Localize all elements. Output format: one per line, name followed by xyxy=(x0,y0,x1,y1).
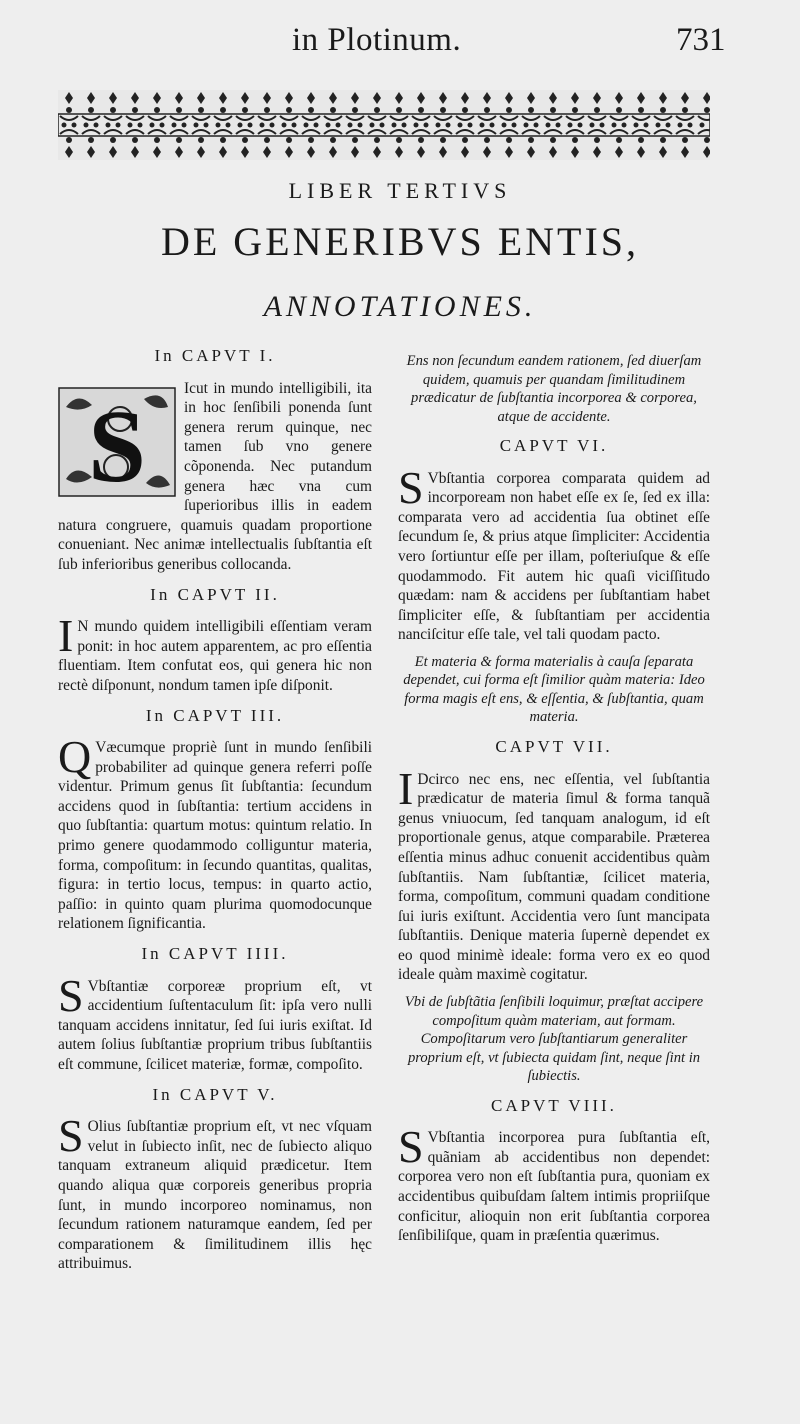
chapter-4-text: Vbſtantiæ corporeæ proprium eſt, vt accidentium ſuſtentaculum ſit: ipſa vero nulli tanquam accidens innitatur, ſed ſui iuris exiſtat. Id autem ſolius ſubſtantiæ proprium tribus ſubſtantiis eſt commune, ſcilicet materiæ, formæ, compoſito. xyxy=(58,977,372,1073)
chapter-heading-5: In CAPVT V. xyxy=(152,1084,278,1104)
chapter-4-paragraph xyxy=(58,969,372,1075)
chapter-7-paragraph xyxy=(398,762,710,986)
chapter-heading-3: In CAPVT III. xyxy=(145,705,285,725)
svg-text:S: S xyxy=(88,388,146,497)
chapter-5-italic-summary: Ens non ſecundum eandem rationem, ſed diuerſam quidem, quamuis per quandam ſimilitudinem prædicatur de ſubſtantia incorporea & corporea, atque de accidente. xyxy=(406,353,702,425)
chapter-heading-7: CAPVT VII. xyxy=(495,736,613,756)
running-title: in Plotinum. xyxy=(292,22,462,58)
chapter-8-text: Vbſtantia incorporea pura ſubſtantia eſt, quãniam ab accidentibus non dependet: corporea vero non eſt ſubſtantia pura, quoniam ex accidentibus quibuſdam ſaltem intimis propriiſque conficitur, alioquin non erit ſubſtantia corporea ſenſibiliſque, quam in præſentia quærimus. xyxy=(398,1129,710,1245)
initial-letter: S xyxy=(58,969,84,1021)
initial-letter: S xyxy=(398,461,424,513)
chapter-5-text: Olius ſubſtantiæ proprium eſt, vt nec vſquam velut in ſubiecto inſit, nec de ſubiecto aliquo tanquam extraneum aliquid prædicetur. Item quando aliqua quæ corporeis generibus propria ſunt, in mundo incorporeo nominamus, non ſecundum rationem naturamque eandem, ſed per comparationem & ſimilitudinem illis hęc attribuimus. xyxy=(58,1118,372,1273)
annotations-heading: ANNOTATIONES. xyxy=(263,290,537,323)
chapter-7-text: Dcirco nec ens, nec eſſentia, vel ſubſtantia prædicatur de materia ſimul & forma tanquã genus vniuocum, ſed tanquam analogum, id eſt proportionale genus, atque comparabile. Præterea eſſentia minus adhuc conuenit accidentibus quàm ſubſtantiis. Nam ſubſtantiæ, ſcilicet materia, forma, compoſitum, communi quadam conditione ſui iuris exiſtunt. Accidentia vero ſunt mancipata ſubſtantiis. Denique materia ſupernè dependet ex eo quod minimè ideale: forma vero ex eo quod ideale quàm maximè cogitatur. xyxy=(398,770,710,984)
chapter-6-text: Vbſtantia corporea comparata quidem ad incorpoream non habet eſſe ex ſe, ſed ex illa: comparata vero ad accidentia ſua obtinet eſſe ſecundum ſe, & prius atque ſimpliciter: Accidentia vero ſortiuntur eſſe per illam, poſteriuſque & eſſe quodammodo. Fit autem hic quaſi viciſſitudo quædam: nam & accidens per ſubſtantiam habet ſimpliciter eſſe, & ſubſtantiam per accidentia nanciſcitur eſſe tale, vel tali quodam pacto. xyxy=(398,469,710,644)
book-title: DE GENERIBVS ENTIS, xyxy=(160,219,640,264)
chapter-heading-8: CAPVT VIII. xyxy=(491,1095,617,1115)
page-number: 731 xyxy=(676,22,726,58)
chapter-6-paragraph xyxy=(398,461,710,645)
chapter-2-text: N mundo quidem intelligibili eſſentiam veram ponit: in hoc autem apparentem, ac pro eſſentia fluentiam. Item confutat eos, qui genera hic non rectè diſponunt, nondum tamen ipſe diſponit. xyxy=(58,618,372,694)
book-label: LIBER TERTIVS xyxy=(288,178,512,203)
chapter-heading-2: In CAPVT II. xyxy=(150,584,280,604)
ornamental-band xyxy=(58,90,710,160)
initial-letter: S xyxy=(58,1110,84,1162)
chapter-heading-1: In CAPVT I. xyxy=(154,346,276,365)
initial-letter: I xyxy=(398,762,414,814)
decorated-initial-s xyxy=(58,387,176,497)
right-column xyxy=(398,352,710,1246)
left-column xyxy=(58,346,372,1274)
chapter-8-paragraph xyxy=(398,1121,710,1246)
chapter-7-italic-summary: Vbi de ſubſtãtia ſenſibili loquimur, præſtat accipere compoſitum quàm materiam, aut formam. Compoſitarum vero ſubſtantiarum generaliter proprium eſt, vt ſubiecta quidam ſint, neque ſint in ſubiectis. xyxy=(404,994,704,1085)
chapter-6-italic-summary: Et materia & forma materialis à cauſa ſeparata dependet, cui forma eſt ſimilior quàm materia: Ideo forma magis eſt ens, & eſſentia, & ſubſtantia, quam materia. xyxy=(403,653,705,726)
initial-letter: I xyxy=(58,610,74,662)
chapter-3-paragraph xyxy=(58,731,372,934)
chapter-5-paragraph xyxy=(58,1110,372,1274)
chapter-2-paragraph xyxy=(58,610,372,695)
chapter-1-text: Icut in mundo intelligibili, ita in hoc ſenſibili ponenda ſunt genera rerum quinque, nec tamen ſub vno genere cõponenda. Nec putandum genera hæc vna cum ſuperioribus illis in eadem natura congruere, quamuis quadam proportione conueniant. Nec animæ intellectualis ſubſtantia eſt ſub inferioribus generibus collocanda. xyxy=(58,379,372,573)
running-head xyxy=(0,22,800,68)
chapter-heading-6: CAPVT VI. xyxy=(499,436,609,455)
chapter-3-text: Væcumque propriè ſunt in mundo ſenſibili probabiliter ad quinque genera referri poſſe videntur. Primum genus ſit ſubſtantia: ſecundum accidens quod in ſubſtantia: tertium accidens in quo ſubſtantia: quartum motus: quintum relatio. In primo genere quodammodo colliguntur materia, forma, compoſitum: in ſecundo quantitas, qualitas, figura: in tertio locus, tempus: in quarto actio, paſſio: in quinto quam plurima quomodocunque relationem ſignificantia. xyxy=(58,739,372,933)
initial-letter: Q xyxy=(58,731,92,783)
chapter-heading-4: In CAPVT IIII. xyxy=(141,944,289,964)
initial-letter: S xyxy=(398,1121,424,1173)
